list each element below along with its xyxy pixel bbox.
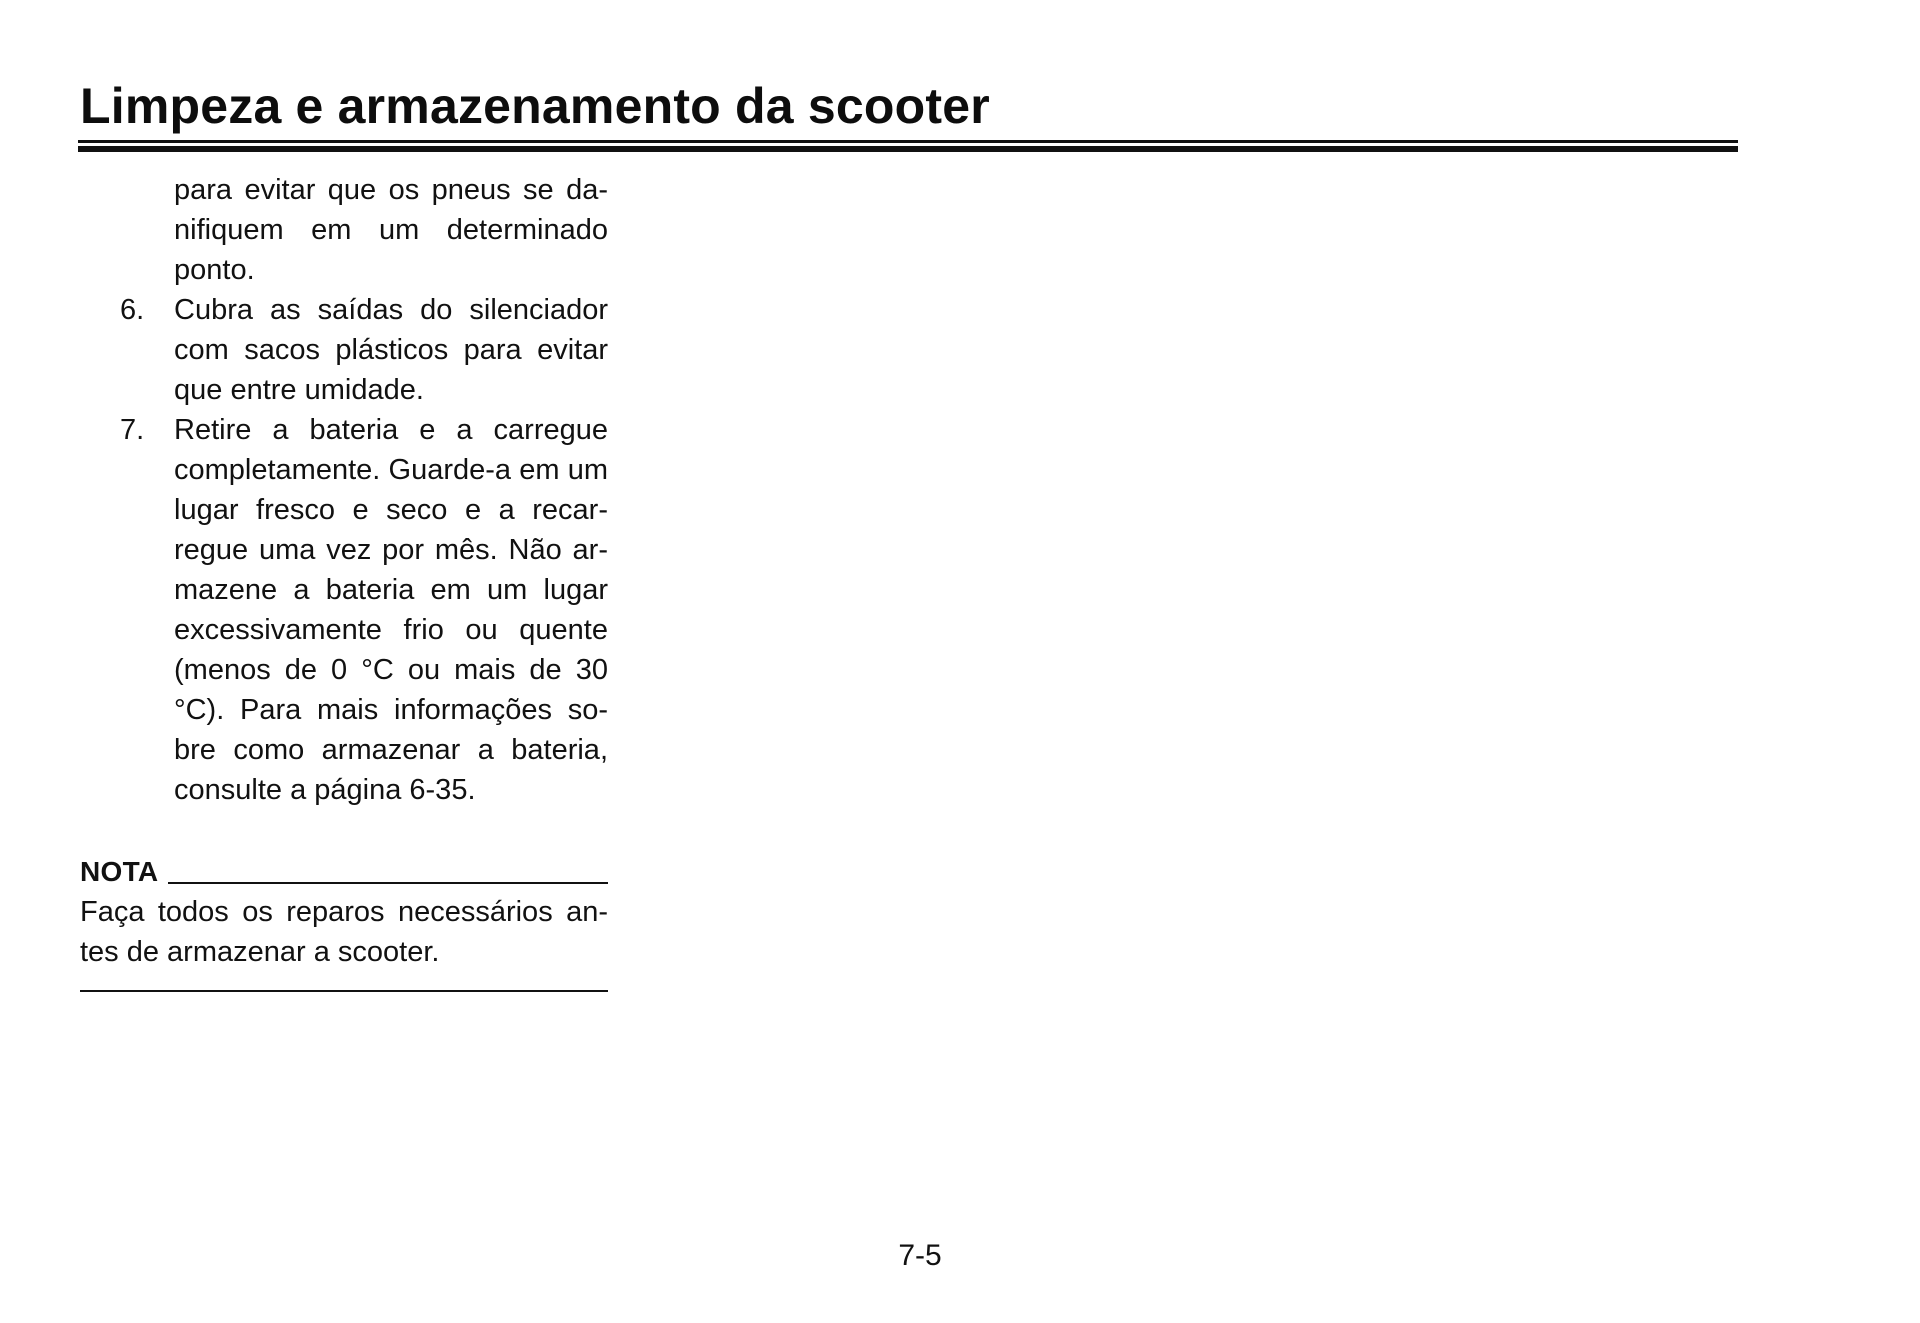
page-title: Limpeza e armazenamento da scooter bbox=[80, 78, 990, 134]
text-column bbox=[80, 170, 608, 992]
continuation-paragraph: para evitar que os pneus se da-nifiquem em um determinado ponto. bbox=[174, 174, 608, 286]
header-rule-thick bbox=[78, 146, 1738, 152]
note-end-rule bbox=[80, 990, 608, 992]
instruction-list bbox=[80, 290, 608, 810]
list-item-text: Cubra as saídas do silenciador com sacos plásticos para evitar que entre umidade. bbox=[174, 294, 608, 406]
list-item bbox=[80, 410, 608, 810]
note-text: Faça todos os reparos necessários an-tes de armazenar a scooter. bbox=[80, 896, 608, 968]
list-item-number: 6. bbox=[120, 294, 145, 326]
list-item bbox=[80, 290, 608, 410]
note-box bbox=[80, 852, 608, 992]
note-header bbox=[80, 852, 608, 892]
list-item-number: 7. bbox=[120, 414, 145, 446]
note-header-rule bbox=[168, 882, 608, 884]
note-label: NOTA bbox=[80, 856, 159, 887]
header-rule-thin bbox=[78, 140, 1738, 143]
list-item-text: Retire a bateria e a carregue completamente. Guarde-a em um lugar fresco e seco e a recar-regue uma vez por mês. Não ar-mazene a bateria em um lugar excessivamente frio ou quente (menos de 0 °C ou mais de 30 °C). Para mais informações so-bre como armazenar a bateria, consulte a página 6-35. bbox=[174, 414, 608, 806]
page-number: 7-5 bbox=[898, 1239, 942, 1272]
